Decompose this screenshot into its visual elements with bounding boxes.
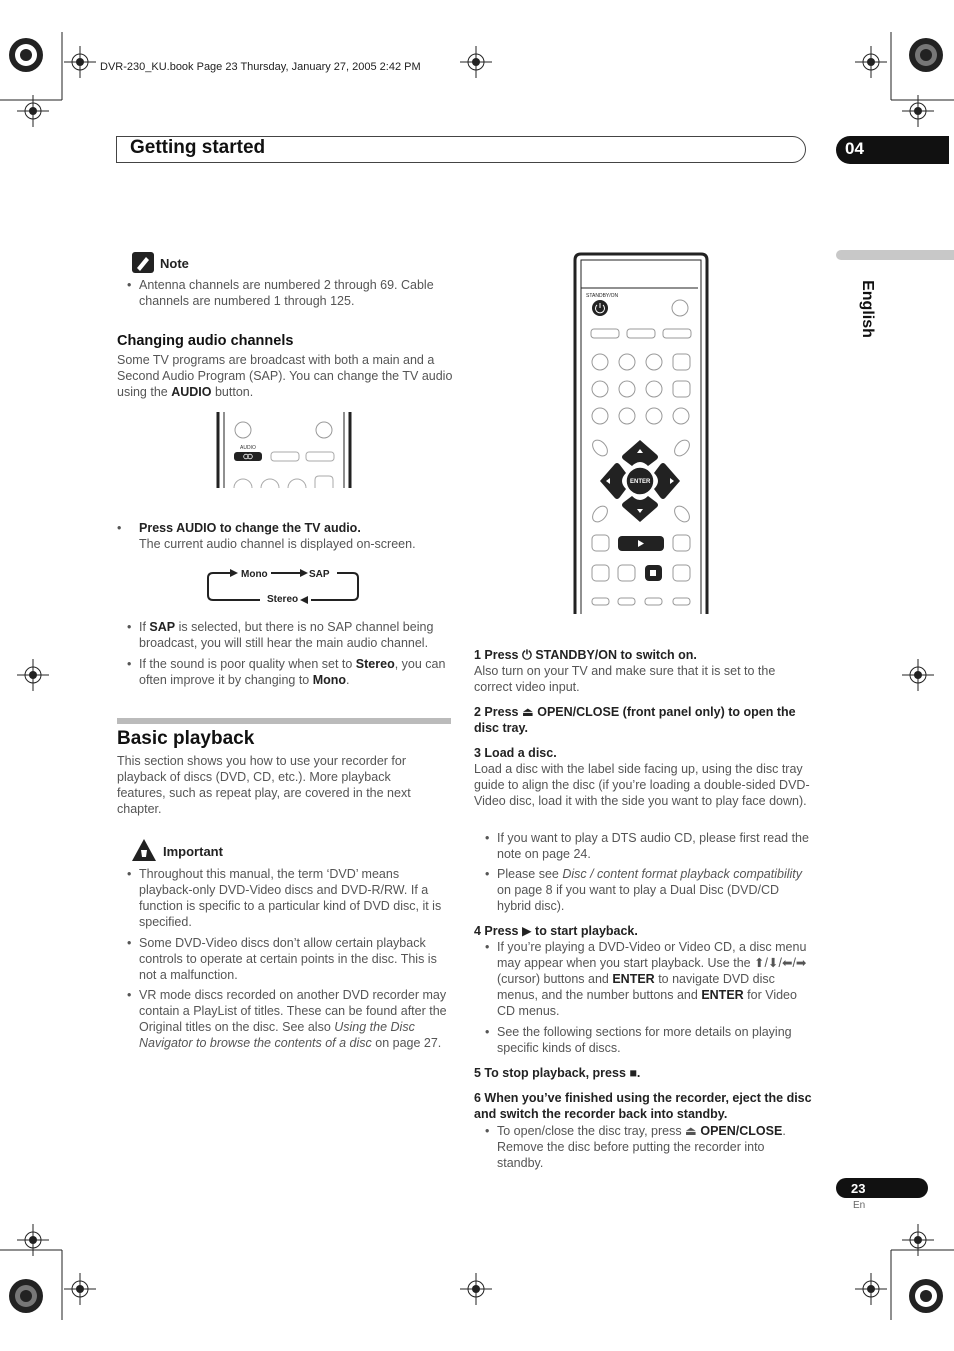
stop-icon xyxy=(650,570,656,576)
file-info: DVR-230_KU.book Page 23 Thursday, January 27, 2005 2:42 PM xyxy=(100,61,421,73)
page-language: En xyxy=(853,1200,866,1211)
step-5-title: 5 To stop playback, press ■. xyxy=(474,1066,641,1080)
step-4-bullet: • See the following sections for more details on playing specific kinds of discs. xyxy=(485,1025,792,1055)
warning-icon xyxy=(131,838,157,862)
mono-label: Mono xyxy=(241,569,268,580)
step-4-bullet: • If you’re playing a DVD-Video or Video CD, a disc menu may appear when you start playback. Use the ⬆/⬇/⬅/➡ (cursor) buttons and ENTER to navigate DVD disc menus, and the number buttons and ENTER for Video CD menus. xyxy=(485,940,807,1018)
important-label: Important xyxy=(163,844,223,859)
note-pencil-icon xyxy=(132,252,154,273)
sap-label: SAP xyxy=(309,569,330,580)
step-3-title: 3 Load a disc. xyxy=(474,746,557,760)
enter-label: ENTER xyxy=(630,479,651,485)
stereo-note: • If the sound is poor quality when set to Stereo, you can often improve it by changing to Mono. xyxy=(127,657,446,687)
chapter-number: 04 xyxy=(845,139,864,158)
page-number-tab xyxy=(836,1178,928,1198)
step-3-bullet: • Please see Disc / content format playback compatibility on page 8 if you want to play a Dual Disc (DVD/CD hybrid disc). xyxy=(485,867,803,913)
language-label: English xyxy=(859,280,876,338)
section-title: Basic playback xyxy=(117,728,255,749)
step-6-bullet: • To open/close the disc tray, press ⏏ OPEN/CLOSE. Remove the disc before putting the recorder into standby. xyxy=(485,1124,786,1170)
standby-label: STANDBY/ON xyxy=(586,293,619,299)
important-item: • Throughout this manual, the term ‘DVD’ means playback-only DVD-Video discs and DVD-R/RW. If a function is specific to a particular kind of DVD disc, it is specified. xyxy=(127,867,442,929)
note-label: Note xyxy=(160,256,189,271)
step-3-desc: Load a disc with the label side facing up, using the disc tray guide to align the disc (if you’re loading a double-sided DVD-Video disc, load it with the side you want to play face down). xyxy=(474,762,810,808)
section-subtitle: Changing audio channels xyxy=(117,333,294,349)
audio-intro: Some TV programs are broadcast with both a main and a Second Audio Program (SAP). You can change the TV audio using the AUDIO button. xyxy=(117,353,453,399)
section-divider xyxy=(117,718,451,724)
audio-cycle-diagram xyxy=(205,565,363,607)
page-number: 23 xyxy=(851,1181,866,1196)
remote-control-illustration xyxy=(572,252,710,614)
step-1-desc: Also turn on your TV and make sure that it is set to the correct video input. xyxy=(474,664,776,694)
stereo-label: Stereo xyxy=(267,594,299,605)
step-3-bullet: • If you want to play a DTS audio CD, please first read the note on page 24. xyxy=(485,831,809,861)
language-bar xyxy=(836,250,954,260)
audio-step: • Press AUDIO to change the TV audio. The current audio channel is displayed on-screen. xyxy=(117,521,416,551)
remote-audio-illustration xyxy=(216,412,352,488)
step-4-title: 4 Press ▶ to start playback. xyxy=(474,924,638,938)
note-item: • Antenna channels are numbered 2 through 69. Cable channels are numbered 1 through 125. xyxy=(127,278,434,308)
step-2-title: 2 Press ⏏ OPEN/CLOSE (front panel only) to open the disc tray. xyxy=(474,705,796,735)
step-1-title: 1 Press ⏻ STANDBY/ON to switch on. xyxy=(474,648,697,662)
step-6-title: 6 When you’ve finished using the recorder, eject the disc and switch the recorder back into standby. xyxy=(474,1091,812,1121)
sap-note: • If SAP is selected, but there is no SAP channel being broadcast, you will still hear the main audio channel. xyxy=(127,620,434,650)
page-title: Getting started xyxy=(130,137,266,158)
important-item: • Some DVD-Video discs don’t allow certain playback controls to operate at certain points in the disc. This is not a malfunction. xyxy=(127,936,437,982)
audio-button-label: AUDIO xyxy=(240,445,256,451)
playback-intro: This section shows you how to use your recorder for playback of discs (DVD, CD, etc.). More playback features, such as repeat play, are covered in the next chapter. xyxy=(117,754,411,816)
important-item: • VR mode discs recorded on another DVD recorder may contain a PlayList of titles. These can be found after the Original titles on the disc. See also Using the Disc Navigator to browse the contents of a disc on page 27. xyxy=(127,988,447,1050)
